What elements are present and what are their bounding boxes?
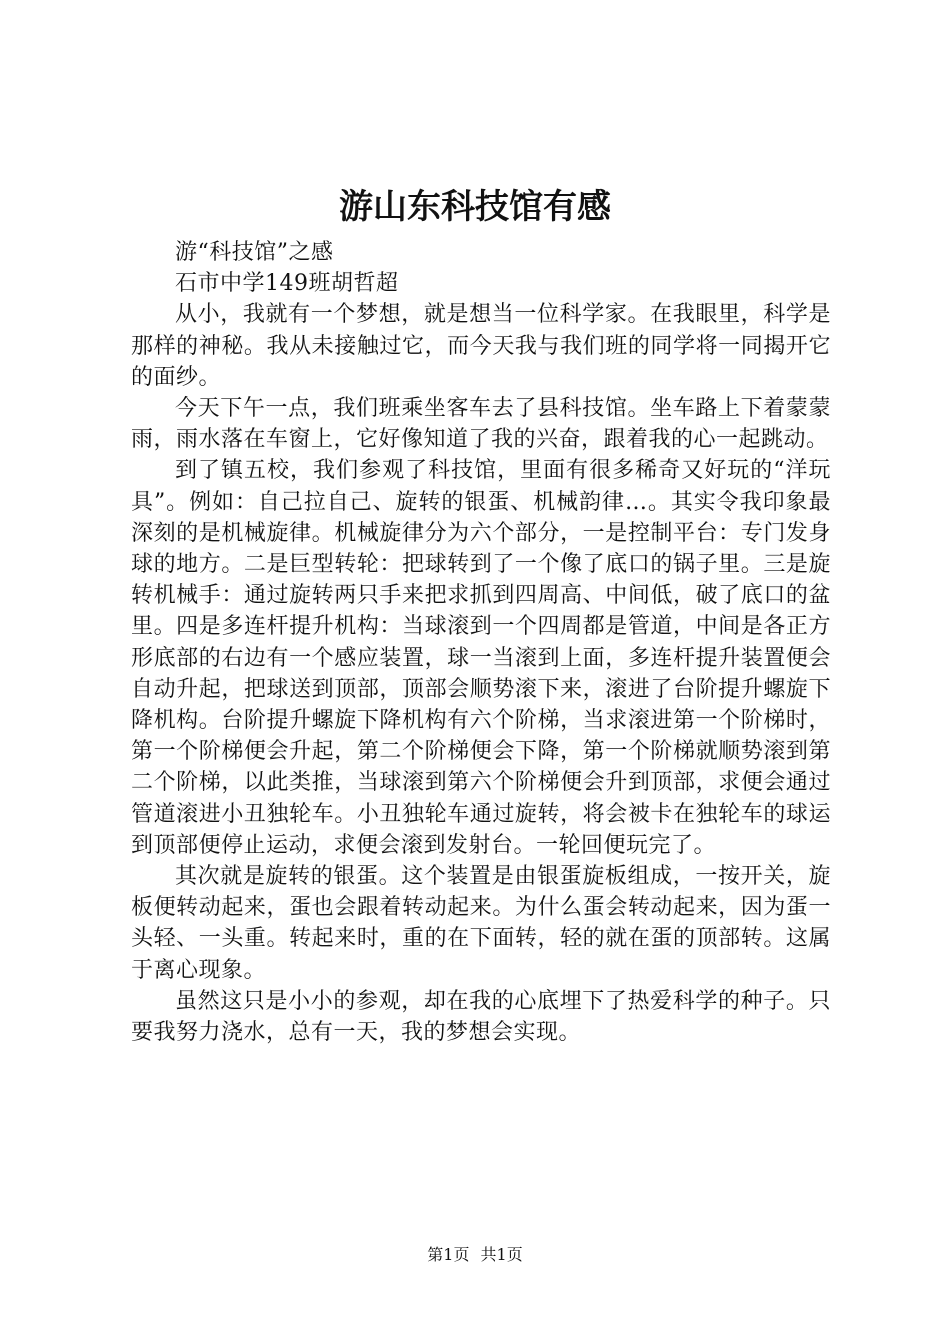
document-title: 游山东科技馆有感 [339, 187, 611, 227]
page-total: 共1页 [480, 1245, 523, 1264]
author-line: 石市中学149班胡哲超 [175, 271, 399, 297]
paragraph-1: 从小，我就有一个梦想，就是想当一位科学家。在我眼里，科学是那样的神秘。我从未接触过它，而今天我与我们班的同学将一同揭开它的面纱。 [131, 302, 831, 390]
paragraph-3: 到了镇五校，我们参观了科技馆，里面有很多稀奇又好玩的“洋玩具”。例如：自己拉自己、旋转的银蛋、机械韵律…。其实令我印象最深刻的是机械旋律。机械旋律分为六个部分，一是控制平台：专门发身球的地方。二是巨型转轮：把球转到了一个像了底口的锅子里。三是旋转机械手：通过旋转两只手来把求抓到四周高、中间低，破了底口的盆里。四是多连杆提升机构：当球滚到一个四周都是管道，中间是各正方形底部的右边有一个感应装置，球一当滚到上面，多连杆提升装置便会自动升起，把球送到顶部，顶部会顺势滚下来，滚进了台阶提升螺旋下降机构。台阶提升螺旋下降机构有六个阶梯，当求滚进第一个阶梯时，第一个阶梯便会升起，第二个阶梯便会下降，第一个阶梯就顺势滚到第二个阶梯，以此类推，当球滚到第六个阶梯便会升到顶部，求便会通过管道滚进小丑独轮车。小丑独轮车通过旋转，将会被卡在独轮车的球运到顶部便停止运动，求便会滚到发射台。一轮回便玩完了。 [131, 458, 831, 858]
page-footer [0, 1244, 950, 1266]
document-body [131, 237, 831, 1048]
subtitle-line: 游“科技馆”之感 [175, 240, 334, 265]
paragraph-4: 其次就是旋转的银蛋。这个装置是由银蛋旋板组成，一按开关，旋板便转动起来，蛋也会跟着转动起来。为什么蛋会转动起来，因为蛋一头轻、一头重。转起来时，重的在下面转，轻的就在蛋的顶部转。这属于离心现象。 [131, 864, 831, 983]
page-number: 第1页 [427, 1245, 470, 1264]
paragraph-2: 今天下午一点，我们班乘坐客车去了县科技馆。坐车路上下着蒙蒙雨，雨水落在车窗上，它好像知道了我的兴奋，跟着我的心一起跳动。 [131, 396, 831, 453]
paragraph-5: 虽然这只是小小的参观，却在我的心底埋下了热爱科学的种子。只要我努力浇水，总有一天，我的梦想会实现。 [131, 988, 831, 1046]
